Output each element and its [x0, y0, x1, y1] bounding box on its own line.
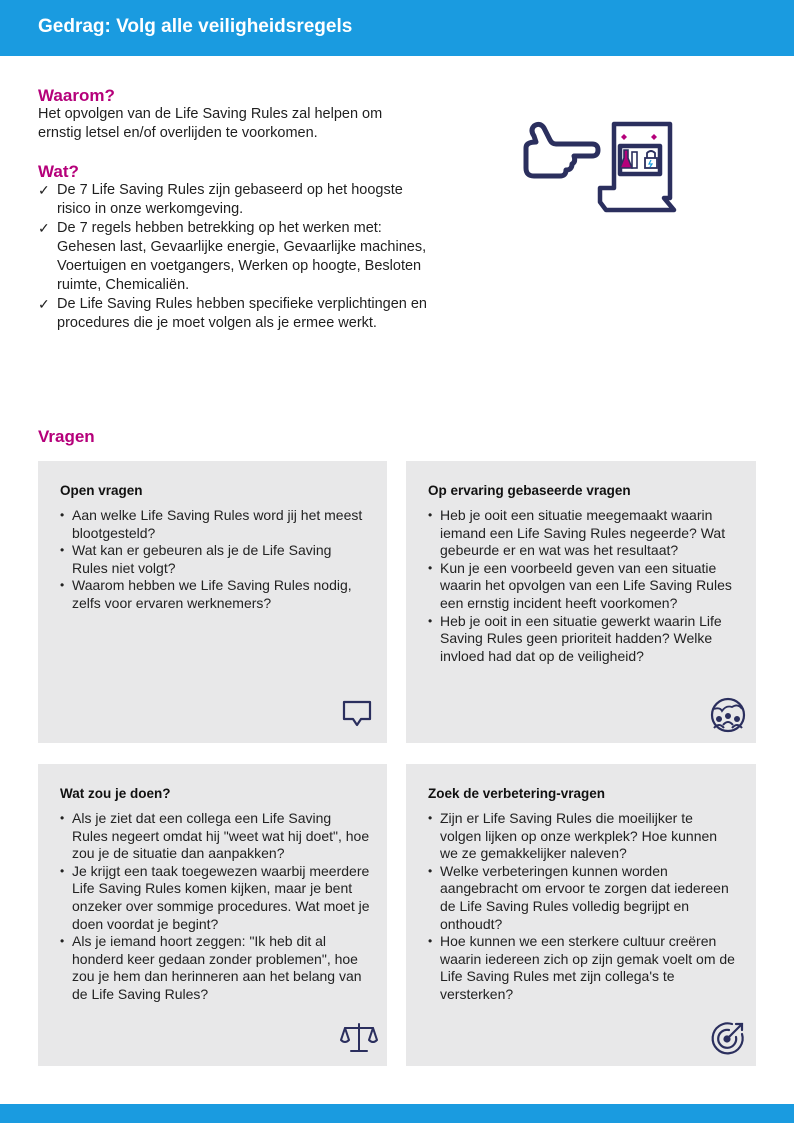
card-open-questions [38, 461, 387, 743]
header-bar [0, 0, 794, 56]
card-title: Wat zou je doen? [60, 786, 171, 801]
pointing-hand-document-icon [520, 118, 680, 218]
target-arrow-icon [710, 1020, 746, 1056]
check-icon: ✓ [38, 296, 50, 312]
question-list [428, 507, 738, 665]
card-title: Zoek de verbetering-vragen [428, 786, 606, 801]
card-what-would-you-do [38, 764, 387, 1066]
card-improvement-questions [406, 764, 756, 1066]
footer-bar [0, 1104, 794, 1123]
list-item: • Welke verbeteringen kunnen worden aangebracht om ervoor te zorgen dat iedereen de Life Saving Rules volledig begrijpt en onthoudt? [428, 863, 738, 933]
questions-heading: Vragen [38, 427, 95, 446]
list-item: • Kun je een voorbeeld geven van een situatie waarin het opvolgen van een Life Saving Rules een ernstig incident heeft voorkomen? [428, 560, 738, 613]
list-item: • Als je iemand hoort zeggen: "Ik heb dit al honderd keer gedaan zonder problemen", hoe zou je hem dan herinneren aan het belang van de Life Saving Rules? [60, 933, 370, 1003]
balance-scale-icon [340, 1020, 378, 1056]
page-title: Gedrag: Volg alle veiligheidsregels [38, 16, 353, 37]
check-icon: ✓ [38, 220, 50, 236]
globe-people-icon [708, 695, 748, 735]
list-item: • Aan welke Life Saving Rules word jij het meest blootgesteld? [60, 507, 370, 542]
card-title: Open vragen [60, 483, 143, 498]
list-item: • Heb je ooit in een situatie gewerkt waarin Life Saving Rules geen prioriteit hadden? Welke invloed had dat op de veiligheid? [428, 613, 738, 666]
list-item: • Waarom hebben we Life Saving Rules nodig, zelfs voor ervaren werknemers? [60, 577, 370, 612]
question-list [428, 810, 738, 1004]
list-item: ✓ De Life Saving Rules hebben specifieke verplichtingen en procedures die je moet volgen als je ermee werkt. [38, 296, 427, 331]
list-item: • Als je ziet dat een collega een Life Saving Rules negeert omdat hij "weet wat hij doet", hoe zou je de situatie dan aanpakken? [60, 810, 370, 863]
list-item: • Heb je ooit een situatie meegemaakt waarin iemand een Life Saving Rules negeerde? Wat gebeurde er en wat was het resultaat? [428, 507, 738, 560]
what-list [38, 181, 438, 333]
list-item: ✓ De 7 Life Saving Rules zijn gebaseerd op het hoogste risico in onze werkomgeving. [38, 182, 403, 217]
question-list [60, 507, 370, 613]
list-item: • Hoe kunnen we een sterkere cultuur creëren waarin iedereen zich op zijn gemak voelt om de Life Saving Rules met zijn collega's te versterken? [428, 933, 738, 1003]
list-item: • Zijn er Life Saving Rules die moeilijker te volgen lijken op onze werkplek? Hoe kunnen we ze gemakkelijker naleven? [428, 810, 738, 863]
what-heading: Wat? [38, 162, 79, 181]
card-experience-questions [406, 461, 756, 743]
check-icon: ✓ [38, 182, 50, 198]
question-list [60, 810, 370, 1004]
why-text: Het opvolgen van de Life Saving Rules zal helpen om ernstig letsel en/of overlijden te voorkomen. [38, 106, 383, 141]
list-item: • Je krijgt een taak toegewezen waarbij meerdere Life Saving Rules komen kijken, maar je bent onzeker over sommige procedures. Wat moet je doen voordat je begint? [60, 863, 370, 933]
list-item: ✓ De 7 regels hebben betrekking op het werken met: Gehesen last, Gevaarlijke energie, Gevaarlijke machines, Voertuigen en voetgangers, Werken op hoogte, Besloten ruimte, Chemicaliën. [38, 220, 427, 293]
speech-bubble-icon [340, 697, 374, 731]
card-title: Op ervaring gebaseerde vragen [428, 483, 631, 498]
list-item: • Wat kan er gebeuren als je de Life Saving Rules niet volgt? [60, 542, 370, 577]
why-heading: Waarom? [38, 86, 115, 105]
